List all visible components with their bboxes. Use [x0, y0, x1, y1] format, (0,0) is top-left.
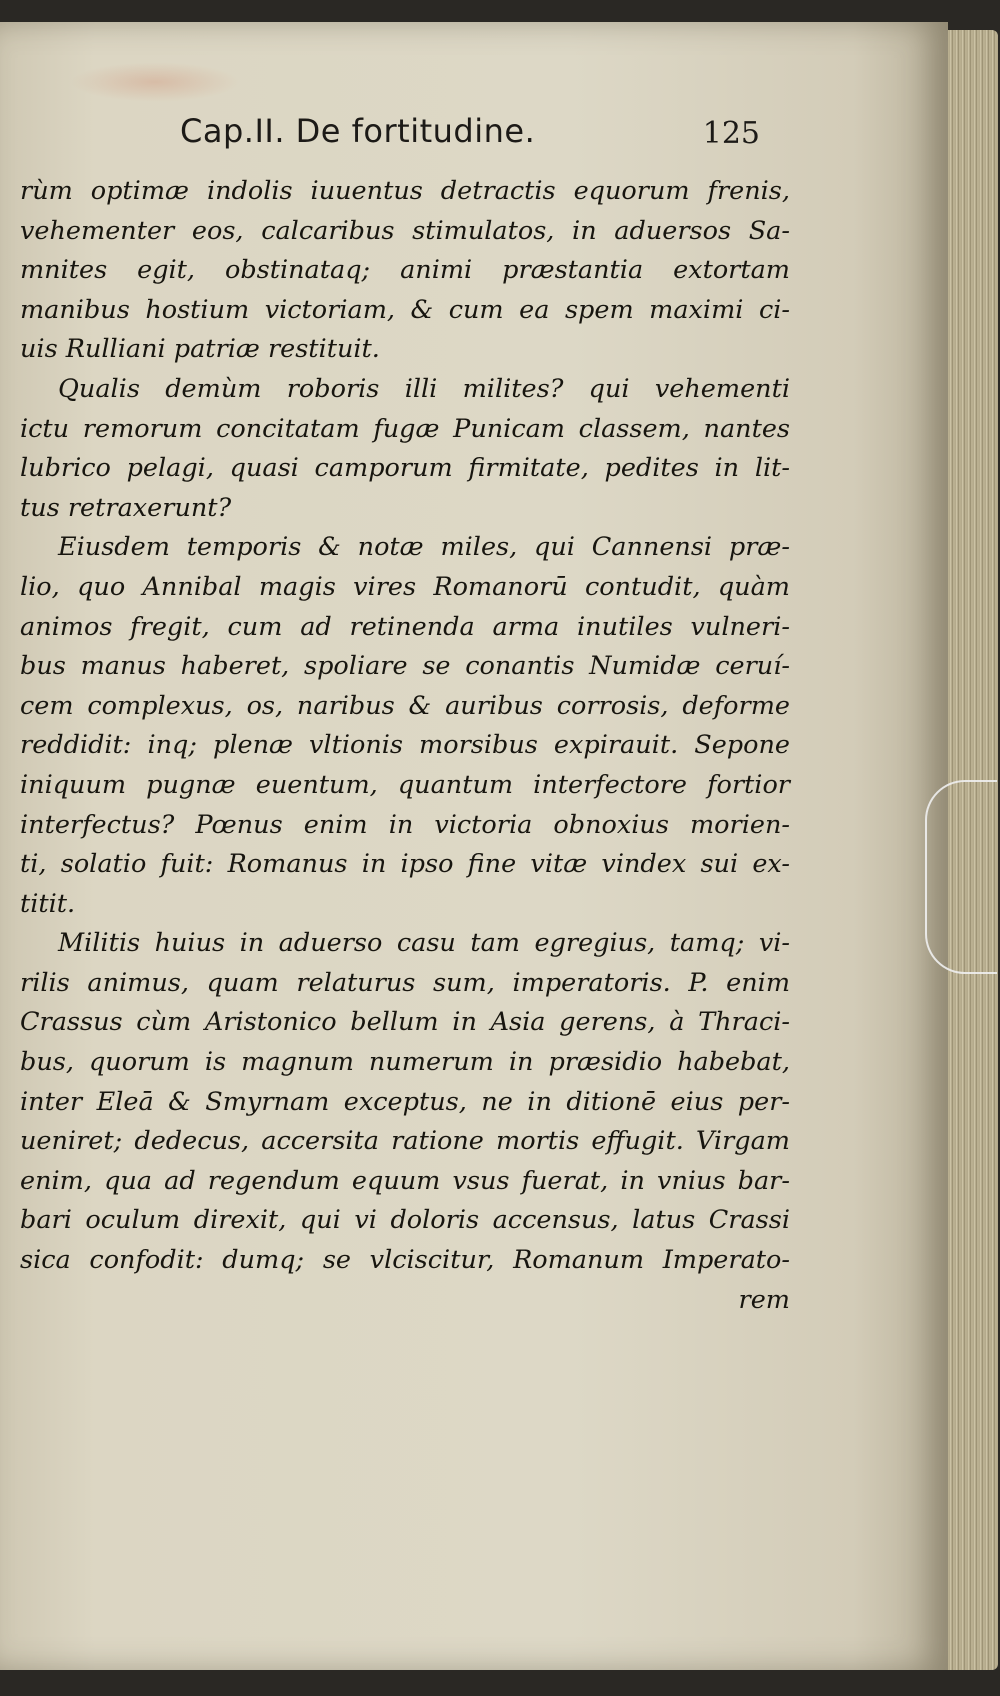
text-line: bus manus haberet, spoliare se conantis Numidæ ceruí- [20, 651, 790, 682]
text-line: reddidit: inq; plenæ vltionis morsibus expirauit. Sepone [20, 730, 790, 761]
text-line: vehementer eos, calcaribus stimulatos, in aduersos Sa- [20, 215, 790, 246]
text-line: manibus hostium victoriam, & cum ea spem maximi ci- [20, 294, 790, 325]
text-line: cem complexus, os, naribus & auribus corrosis, deforme [20, 690, 790, 721]
text-line: ti, solatio fuit: Romanus in ipso fine vitæ vindex sui ex- [20, 849, 790, 880]
text-line: bari oculum direxit, qui vi doloris accensus, latus Crassi [20, 1205, 790, 1236]
page-number: 125 [702, 116, 760, 151]
text-line: mnites egit, obstinataq; animi præstantia extortam [20, 255, 790, 286]
page-clip-outline [925, 780, 997, 974]
text-line: lio, quo Annibal magis vires Romanorū contudit, quàm [20, 571, 790, 602]
text-line: tus retraxerunt? [20, 492, 232, 523]
chapter-title: Cap.II. De fortitudine. [180, 112, 536, 150]
text-line: animos fregit, cum ad retinenda arma inutiles vulneri- [20, 611, 790, 642]
text-line: titit. [20, 888, 76, 919]
text-line: ictu remorum concitatam fugæ Punicam classem, nantes [20, 413, 790, 444]
text-line: ueniret; dedecus, accersita ratione mortis effugit. Virgam [20, 1126, 790, 1157]
text-line: Crassus cùm Aristonico bellum in Asia gerens, à Thraci- [20, 1007, 790, 1038]
text-line: enim, qua ad regendum equum vsus fuerat, in vnius bar- [20, 1165, 790, 1196]
text-line: bus, quorum is magnum numerum in præsidio habebat, [20, 1047, 790, 1078]
text-line: Eiusdem temporis & notæ miles, qui Cannensi præ- [58, 532, 790, 563]
text-line: iniquum pugnæ euentum, quantum interfectore fortior [20, 769, 790, 800]
text-line: sica confodit: dumq; se vlciscitur, Romanum Imperato- [20, 1245, 790, 1276]
body-text [20, 172, 790, 1320]
text-line: lubrico pelagi, quasi camporum firmitate, pedites in lit- [20, 453, 790, 484]
text-line: Qualis demùm roboris illi milites? qui vehementi [58, 373, 790, 404]
running-header [180, 112, 760, 162]
text-line: Militis huius in aduerso casu tam egregius, tamq; vi- [58, 928, 790, 959]
text-line: interfectus? Pœnus enim in victoria obnoxius morien- [20, 809, 790, 840]
text-line: rùm optimæ indolis iuuentus detractis equorum frenis, [20, 176, 790, 206]
text-line: inter Eleā & Smyrnam exceptus, ne in ditionē eius per- [20, 1086, 790, 1117]
text-line: uis Rulliani patriæ restituit. [20, 334, 380, 365]
catchword: rem [738, 1284, 790, 1315]
ink-stain [70, 62, 240, 102]
text-line: rilis animus, quam relaturus sum, imperatoris. P. enim [20, 967, 790, 998]
